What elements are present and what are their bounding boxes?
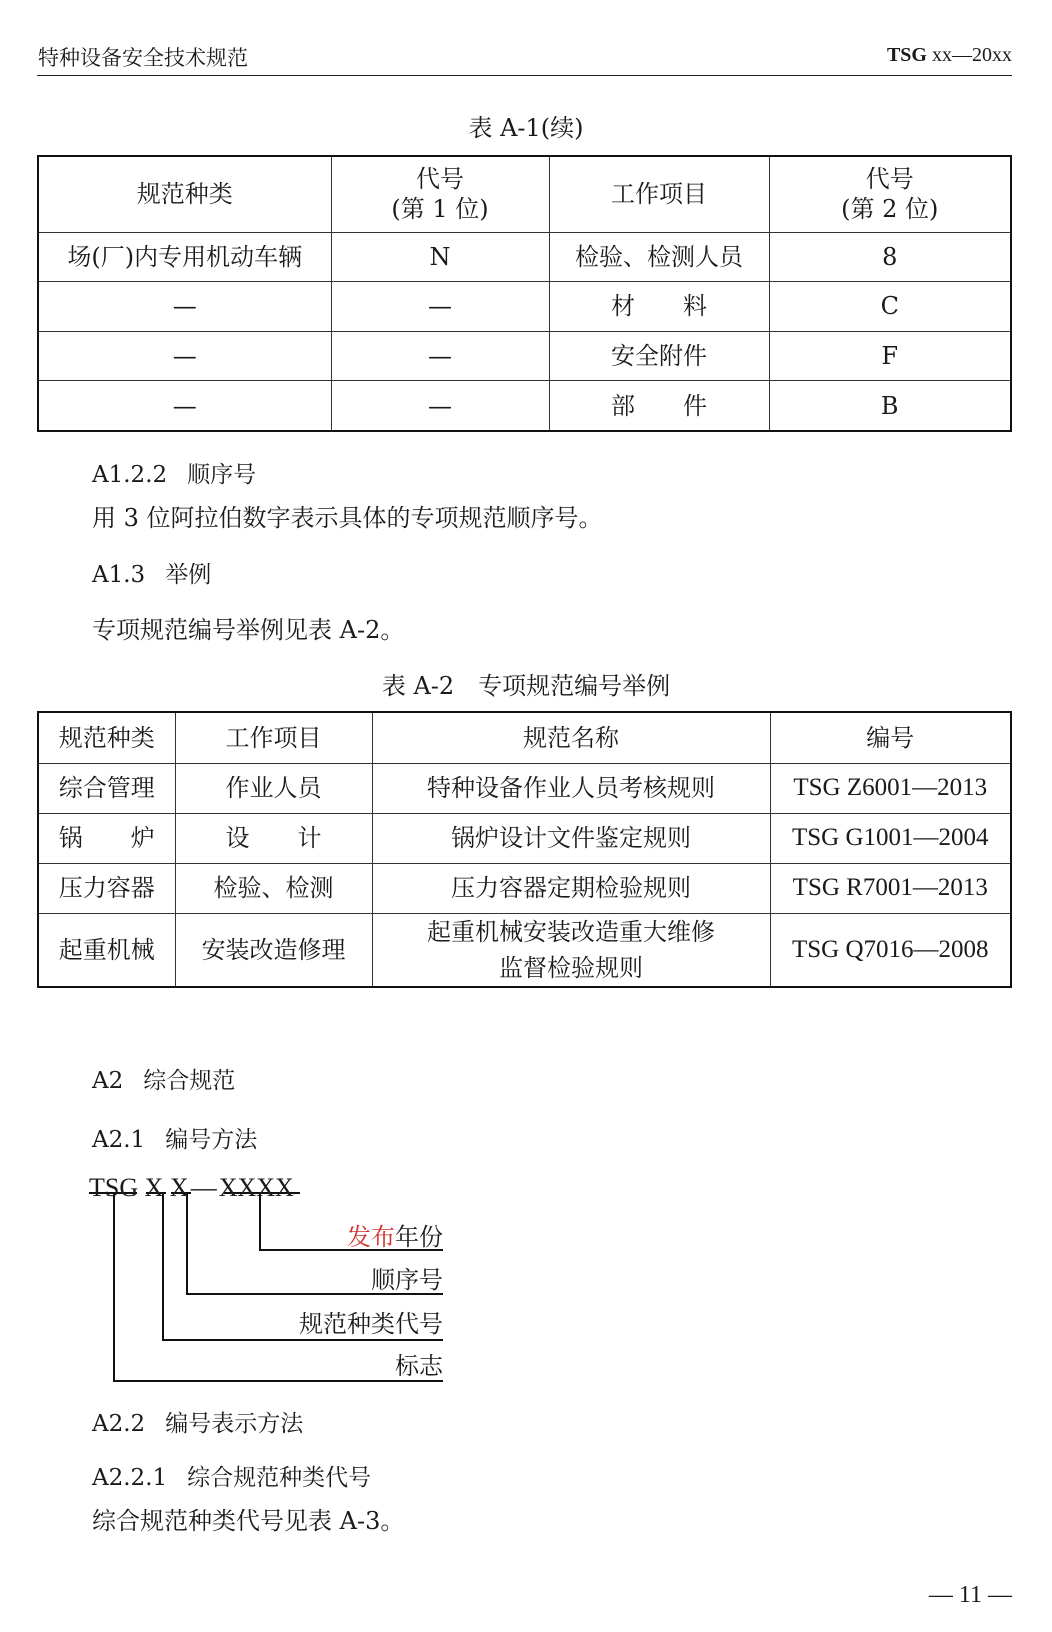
section-number: A1.3: [92, 562, 146, 588]
format-dash: —: [190, 1173, 217, 1202]
cell: 检验、检测人员: [549, 232, 769, 282]
section-heading: [92, 556, 211, 589]
table-header-row: [38, 712, 1011, 763]
header-code-rest: xx—20xx: [927, 44, 1012, 66]
section-title: 综合规范: [143, 1068, 236, 1094]
label-type: 规范种类代号: [299, 1310, 443, 1338]
header-cell: 规范种类: [38, 712, 175, 763]
cell: B: [769, 381, 1011, 431]
cell: 部 件: [549, 381, 769, 431]
table-row: [38, 282, 1011, 332]
cell: 锅 炉: [38, 813, 175, 863]
format-year: XXXX: [218, 1173, 294, 1202]
section-title: 举例: [165, 562, 212, 588]
table-row: [38, 331, 1011, 381]
cell: —: [331, 331, 549, 381]
section-title: 编号方法: [165, 1127, 258, 1153]
header-line: (第 2 位): [841, 195, 939, 224]
cell: [372, 913, 770, 987]
header-line: 代号: [865, 165, 914, 194]
section-heading: [92, 1121, 257, 1154]
section-title: 顺序号: [187, 462, 257, 488]
cell: F: [769, 331, 1011, 381]
paragraph: 综合规范种类代号见表 A-3。: [92, 1507, 405, 1535]
cell: 安全附件: [549, 331, 769, 381]
table-a1: [37, 155, 1012, 432]
cell: TSG G1001—2004: [770, 813, 1011, 863]
cell: 设 计: [175, 813, 372, 863]
cell: N: [331, 232, 549, 282]
table-row: [38, 763, 1011, 813]
paragraph: 专项规范编号举例见表 A-2。: [92, 616, 405, 644]
header-divider: [37, 75, 1012, 76]
cell-line: 起重机械安装改造重大维修: [427, 917, 715, 946]
header-code: [887, 44, 1012, 67]
section-number: A2.1: [92, 1127, 146, 1153]
cell: —: [38, 282, 331, 332]
header-cell: 规范名称: [372, 712, 770, 763]
section-heading: [92, 1405, 303, 1438]
table2-caption: 表 A-2 专项规范编号举例: [381, 672, 671, 700]
section-number: A2: [92, 1068, 124, 1094]
section-number: A1.2.2: [92, 462, 168, 488]
section-heading: [92, 1062, 235, 1095]
format-seq: X: [169, 1173, 189, 1202]
cell: 安装改造修理: [175, 913, 372, 987]
table-row: [38, 232, 1011, 282]
cell: 作业人员: [175, 763, 372, 813]
header-code-prefix: TSG: [886, 44, 927, 66]
cell: 场(厂)内专用机动车辆: [38, 232, 331, 282]
section-heading: [92, 1459, 371, 1492]
cell: TSG Z6001—2013: [770, 763, 1011, 813]
cell: 特种设备作业人员考核规则: [372, 763, 770, 813]
cell: 压力容器定期检验规则: [372, 863, 770, 913]
format-type: X: [144, 1173, 164, 1202]
label-mark: 标志: [395, 1352, 443, 1380]
section-number: A2.2: [92, 1411, 146, 1437]
cell: TSG Q7016—2008: [770, 913, 1011, 987]
label-year-rest: 年份: [395, 1223, 443, 1251]
section-title: 编号表示方法: [165, 1411, 304, 1437]
number-format: [89, 1173, 294, 1203]
table-row: [38, 381, 1011, 431]
header-line: (第 1 位): [391, 195, 489, 224]
header-cell: [331, 156, 549, 232]
cell: TSG R7001—2013: [770, 863, 1011, 913]
table-row: [38, 913, 1011, 987]
header-cell: [769, 156, 1011, 232]
cell: —: [38, 381, 331, 431]
table-row: [38, 863, 1011, 913]
paragraph: 用 3 位阿拉伯数字表示具体的专项规范顺序号。: [92, 504, 603, 532]
label-seq: 顺序号: [371, 1266, 443, 1294]
label-year: [347, 1217, 443, 1252]
cell-line: 监督检验规则: [499, 953, 643, 982]
cell: 压力容器: [38, 863, 175, 913]
cell: —: [38, 331, 331, 381]
table1-caption: 表 A-1(续): [468, 114, 584, 142]
table-a2: [37, 711, 1012, 988]
header-line: 代号: [416, 165, 464, 194]
header-cell: 工作项目: [175, 712, 372, 763]
cell: 材 料: [549, 282, 769, 332]
section-number: A2.2.1: [92, 1465, 168, 1491]
cell: —: [331, 381, 549, 431]
header-title: 特种设备安全技术规范: [38, 46, 248, 70]
section-title: 综合规范种类代号: [187, 1465, 372, 1491]
header-cell: 规范种类: [38, 156, 331, 232]
page-number: — 11 —: [928, 1582, 1012, 1608]
table-header-row: [38, 156, 1011, 232]
label-year-highlight: 发布: [347, 1223, 395, 1251]
header-cell: 工作项目: [549, 156, 769, 232]
cell: C: [769, 282, 1011, 332]
cell: 8: [769, 232, 1011, 282]
format-prefix: TSG: [89, 1173, 139, 1202]
section-heading: [92, 456, 256, 489]
cell: —: [331, 282, 549, 332]
cell: 检验、检测: [175, 863, 372, 913]
cell: 起重机械: [38, 913, 175, 987]
cell: 综合管理: [38, 763, 175, 813]
header-cell: 编号: [770, 712, 1011, 763]
cell: 锅炉设计文件鉴定规则: [372, 813, 770, 863]
table-row: [38, 813, 1011, 863]
